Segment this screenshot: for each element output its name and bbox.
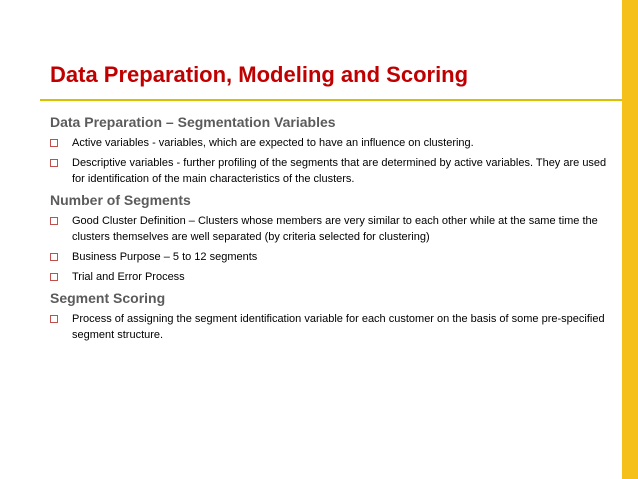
bullet-list-segment-scoring	[50, 311, 610, 343]
square-bullet-icon	[50, 217, 58, 225]
section-heading-number-of-segments: Number of Segments	[50, 192, 191, 208]
list-item	[50, 155, 610, 187]
list-item	[50, 269, 610, 285]
list-item-text: Descriptive variables - further profiling of the segments that are determined by active variables. They are used for identification of the main characteristics of the clusters.	[72, 157, 607, 185]
square-bullet-icon	[50, 159, 58, 167]
title-divider	[40, 99, 622, 101]
square-bullet-icon	[50, 253, 58, 261]
slide-content	[50, 113, 610, 347]
list-item	[50, 311, 610, 343]
list-item-text: Trial and Error Process	[72, 271, 185, 283]
accent-bar	[622, 0, 638, 479]
section-heading-segment-scoring: Segment Scoring	[50, 290, 166, 306]
list-item-text: Business Purpose – 5 to 12 segments	[72, 251, 258, 263]
list-item	[50, 213, 610, 245]
square-bullet-icon	[50, 273, 58, 281]
bullet-list-number-of-segments	[50, 213, 610, 285]
slide-title: Data Preparation, Modeling and Scoring	[50, 62, 469, 87]
list-item-text: Active variables - variables, which are expected to have an influence on clustering.	[72, 137, 474, 149]
section-heading-segmentation-variables: Data Preparation – Segmentation Variables	[50, 114, 336, 130]
square-bullet-icon	[50, 139, 58, 147]
list-item-text: Good Cluster Definition – Clusters whose members are very similar to each other while at the same time the clusters themselves are well separated (by criteria selected for clustering)	[72, 215, 598, 243]
bullet-list-segmentation-variables	[50, 135, 610, 187]
list-item-text: Process of assigning the segment identification variable for each customer on the basis of some pre-specified segment structure.	[72, 313, 605, 341]
list-item	[50, 249, 610, 265]
square-bullet-icon	[50, 315, 58, 323]
list-item	[50, 135, 610, 151]
